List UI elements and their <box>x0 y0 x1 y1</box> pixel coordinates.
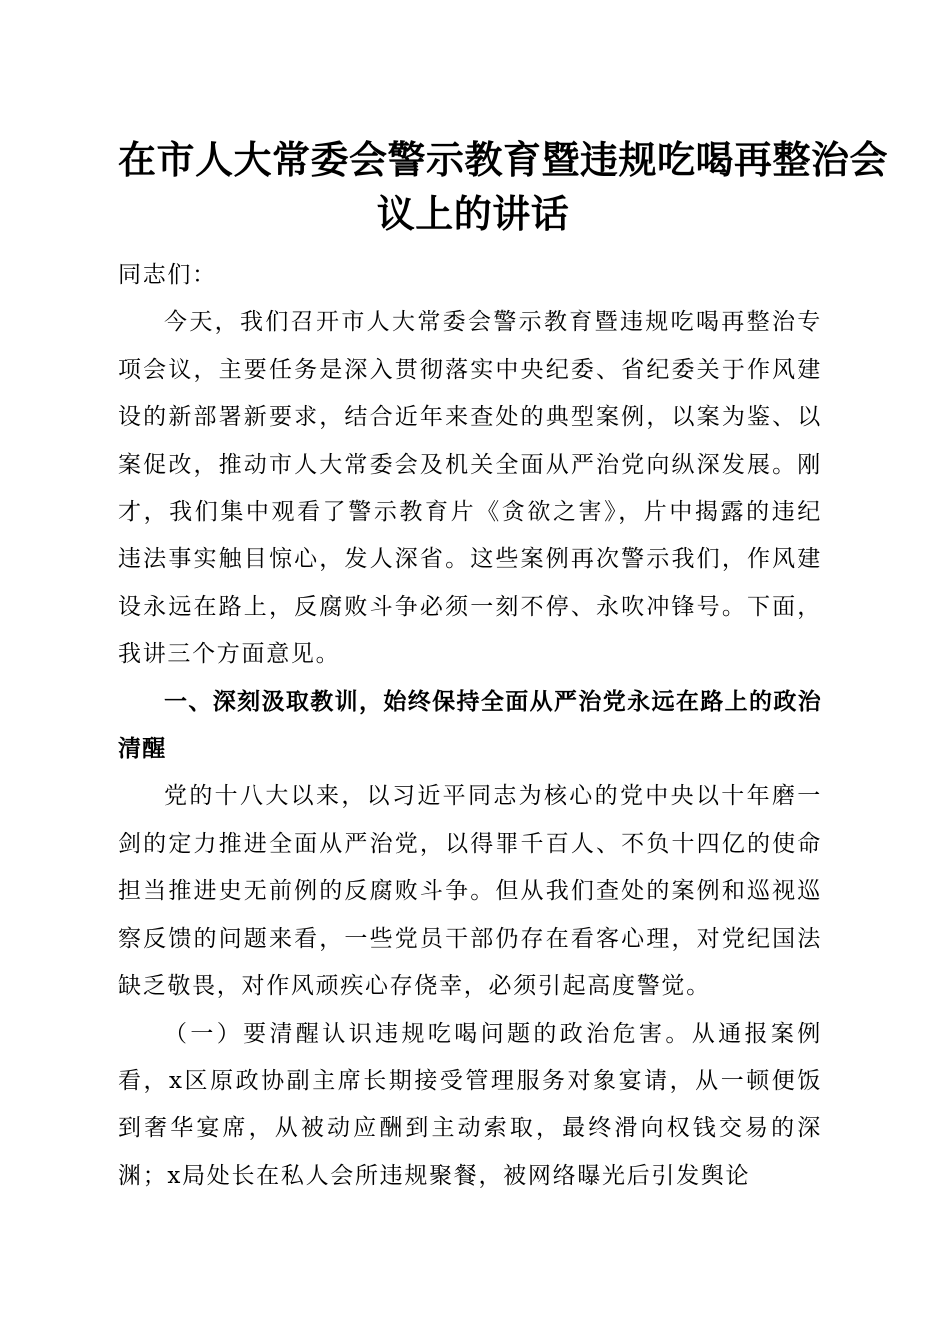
section-heading-1: 一、深刻汲取教训，始终保持全面从严治党永远在路上的政治清醒 <box>118 688 822 763</box>
document-body <box>118 252 822 1200</box>
title-line-2: 议上的讲话 <box>376 191 570 236</box>
document-title <box>118 133 889 241</box>
section-1-paragraph: 党的十八大以来，以习近平同志为核心的党中央以十年磨一剑的定力推进全面从严治党，以得罪千百人、不负十四亿的使命担当推进史无前例的反腐败斗争。但从我们查处的案例和巡视巡察反馈的问题来看，一些党员干部仍存在看客心理，对党纪国法缺乏敬畏，对作风顽疾心存侥幸，必须引起高度警觉。 <box>118 783 822 1000</box>
salutation: 同志们： <box>118 262 217 288</box>
subsection-1-paragraph: （一）要清醒认识违规吃喝问题的政治危害。从通报案例看，x区原政协副主席长期接受管理服务对象宴请，从一顿便饭到奢华宴席，从被动应酬到主动索取，最终滑向权钱交易的深渊；x局处长在私人会所违规聚餐，被网络曝光后引发舆论 <box>118 1020 822 1189</box>
intro-paragraph: 今天，我们召开市人大常委会警示教育暨违规吃喝再整治专项会议，主要任务是深入贯彻落实中央纪委、省纪委关于作风建设的新部署新要求，结合近年来查处的典型案例，以案为鉴、以案促改，推动市人大常委会及机关全面从严治党向纵深发展。刚才，我们集中观看了警示教育片《贪欲之害》，片中揭露的违纪违法事实触目惊心，发人深省。这些案例再次警示我们，作风建设永远在路上，反腐败斗争必须一刻不停、永吹冲锋号。下面，我讲三个方面意见。 <box>118 309 822 668</box>
title-line-1: 在市人大常委会警示教育暨违规吃喝再整治会 <box>118 137 889 182</box>
